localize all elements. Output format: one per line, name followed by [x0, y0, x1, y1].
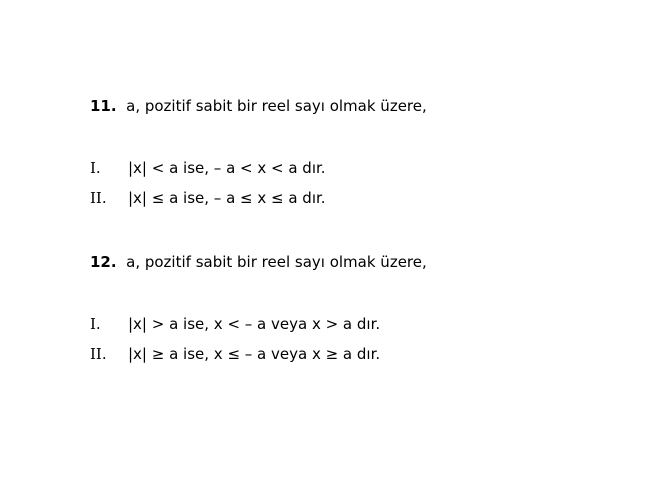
question-12-item-1 — [90, 315, 380, 333]
question-intro-text: a, pozitif sabit bir reel sayı olmak üzere, — [126, 97, 427, 115]
question-number: 12 — [90, 253, 111, 271]
question-11-intro — [90, 97, 427, 115]
roman-numeral: I. — [90, 315, 101, 333]
roman-numeral: II. — [90, 189, 107, 207]
question-number-dot: . — [110, 253, 117, 271]
roman-numeral: I. — [90, 159, 101, 177]
item-text: |x| < a ise, – a < x < a dır. — [128, 159, 326, 177]
item-text: |x| ≥ a ise, x ≤ – a veya x ≥ a dır. — [128, 345, 381, 363]
question-intro-text: a, pozitif sabit bir reel sayı olmak üzere, — [126, 253, 427, 271]
question-number-dot: . — [110, 97, 117, 115]
item-text: |x| > a ise, x < – a veya x > a dır. — [128, 315, 381, 333]
question-11-item-2 — [90, 189, 326, 207]
question-12-item-2 — [90, 345, 380, 363]
question-number: 11 — [90, 97, 111, 115]
question-12-intro — [90, 253, 427, 271]
item-text: |x| ≤ a ise, – a ≤ x ≤ a dır. — [128, 189, 326, 207]
question-11-item-1 — [90, 159, 326, 177]
roman-numeral: II. — [90, 345, 107, 363]
